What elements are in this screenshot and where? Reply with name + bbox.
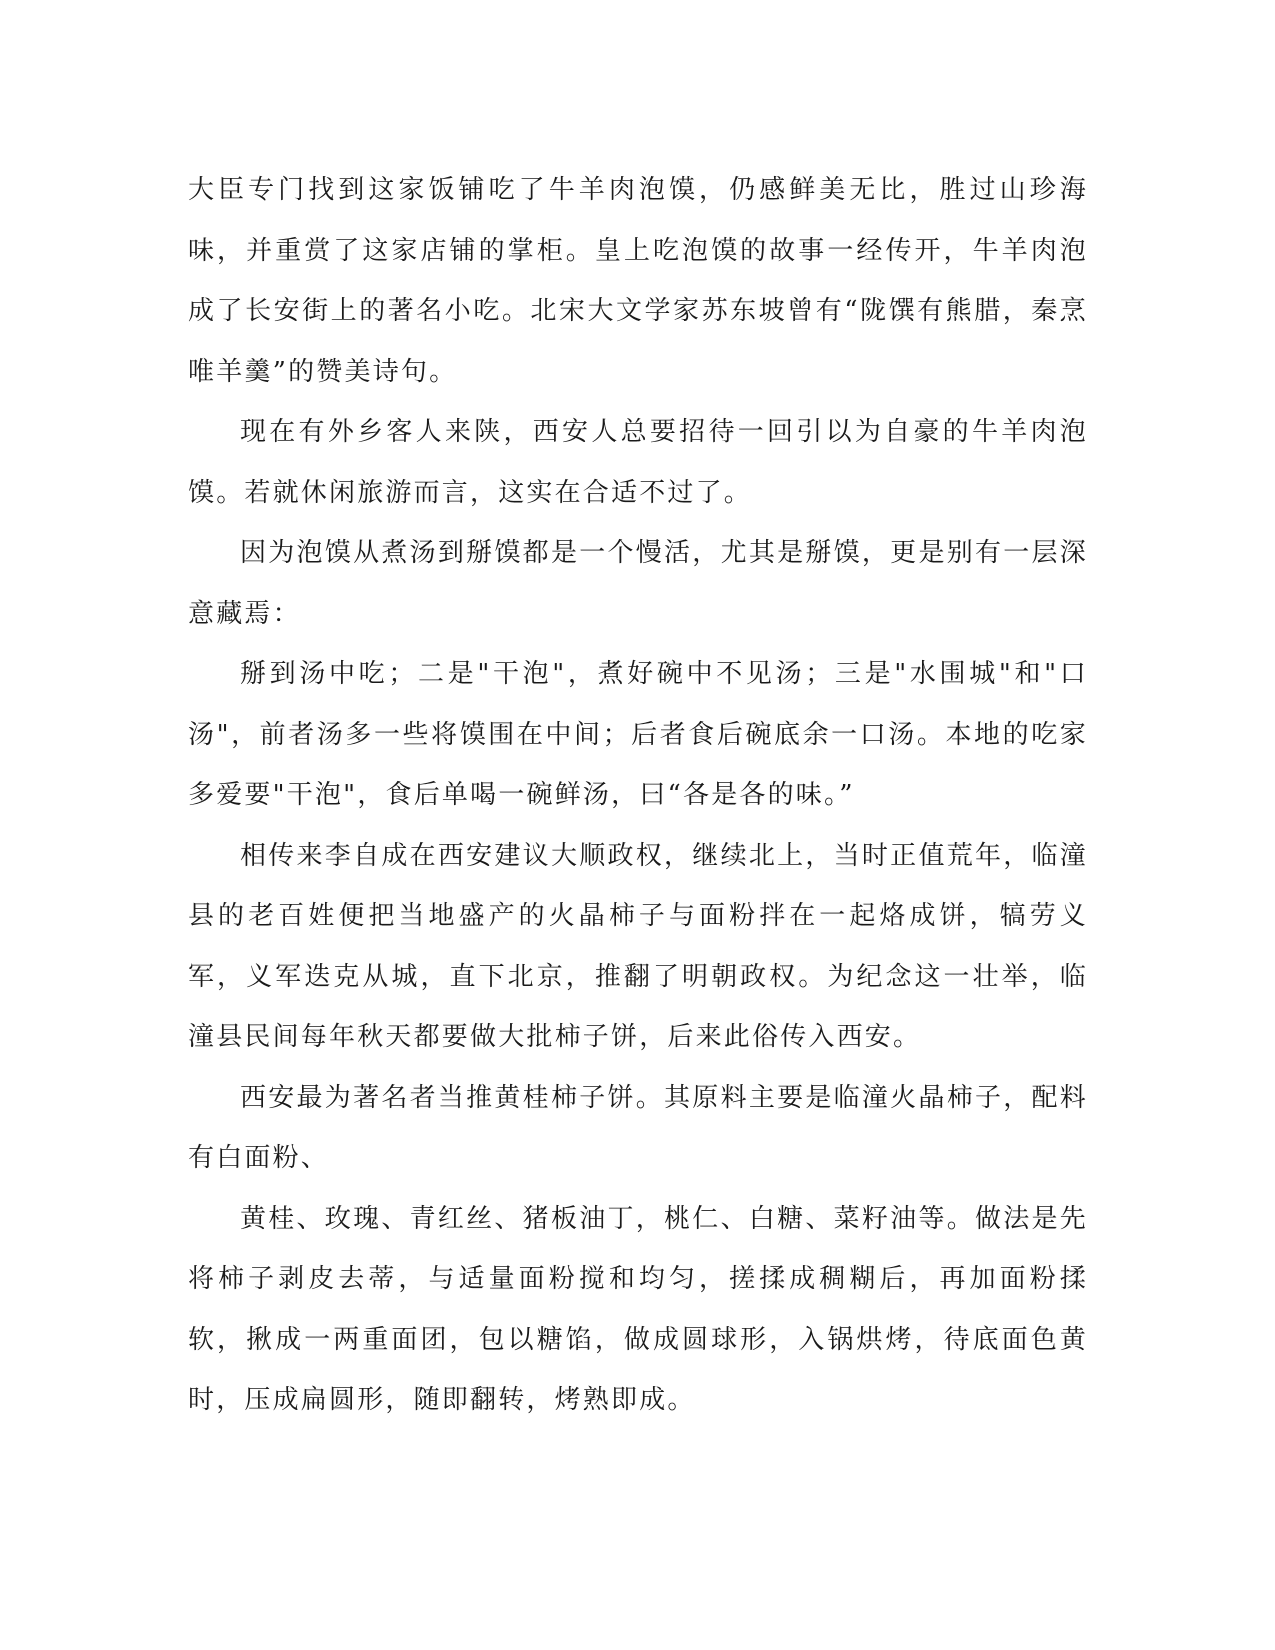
paragraph-7: 黄桂、玫瑰、青红丝、猪板油丁，桃仁、白糖、菜籽油等。做法是先将柿子剥皮去蒂，与适量面粉搅和均匀，搓揉成稠糊后，再加面粉揉软，揪成一两重面团，包以糖馅，做成圆球形，入锅烘烤，待底面色黄时，压成扁圆形，随即翻转，烤熟即成。 xyxy=(188,1203,1088,1415)
paragraph-6: 西安最为著名者当推黄桂柿子饼。其原料主要是临潼火晶柿子，配料有白面粉、 xyxy=(188,1082,1088,1173)
body-text xyxy=(188,160,1088,1431)
paragraph-4: 掰到汤中吃；二是"干泡"，煮好碗中不见汤；三是"水围城"和"口汤"，前者汤多一些将馍围在中间；后者食后碗底余一口汤。本地的吃家多爱要"干泡"，食后单喝一碗鲜汤，曰“各是各的味。” xyxy=(188,659,1088,810)
paragraph-5: 相传来李自成在西安建议大顺政权，继续北上，当时正值荒年，临潼县的老百姓便把当地盛产的火晶柿子与面粉拌在一起烙成饼，犒劳义军，义军迭克从城，直下北京，推翻了明朝政权。为纪念这一壮举，临潼县民间每年秋天都要做大批柿子饼，后来此俗传入西安。 xyxy=(188,840,1088,1052)
paragraph-3: 因为泡馍从煮汤到掰馍都是一个慢活，尤其是掰馍，更是别有一层深意藏焉： xyxy=(188,538,1088,629)
paragraph-2: 现在有外乡客人来陕，西安人总要招待一回引以为自豪的牛羊肉泡馍。若就休闲旅游而言，这实在合适不过了。 xyxy=(188,417,1088,508)
paragraph-1: 大臣专门找到这家饭铺吃了牛羊肉泡馍，仍感鲜美无比，胜过山珍海味，并重赏了这家店铺的掌柜。皇上吃泡馍的故事一经传开，牛羊肉泡成了长安街上的著名小吃。北宋大文学家苏东坡曾有“陇馔有熊腊，秦烹唯羊羹”的赞美诗句。 xyxy=(188,175,1088,387)
